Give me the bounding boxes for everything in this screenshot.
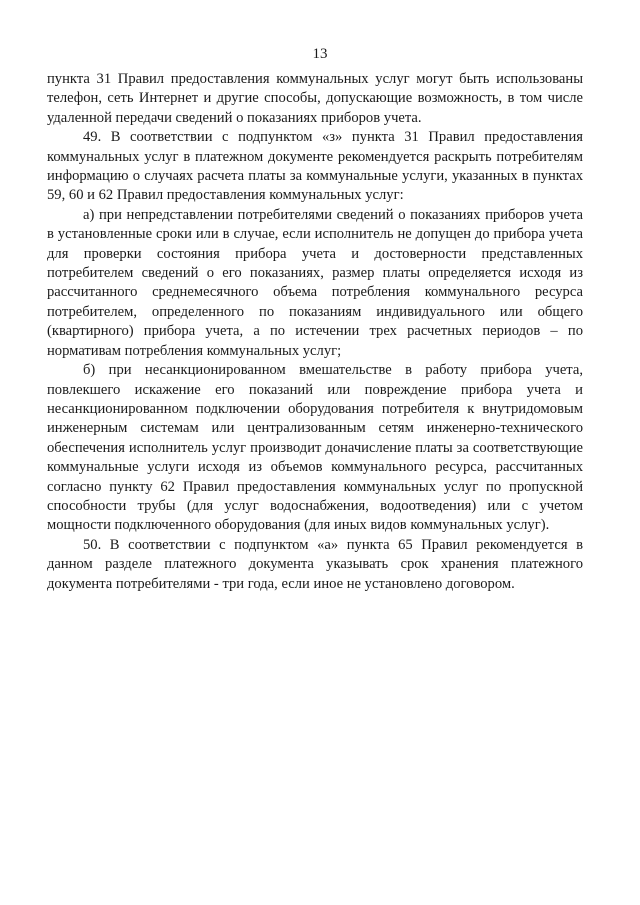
paragraph-49-a: а) при непредставлении потребителями сведений о показаниях приборов учета в установленные сроки или в случае, если исполнитель не допущен до прибора учета для проверки состояния прибора учета и достоверности представленных потребителем сведений о его показаниях, размер платы определяется исходя из рассчитанного среднемесячного объема потребления коммунального ресурса потребителем, определенного по показаниям индивидуального или общего (квартирного) прибора учета, а по истечении трех расчетных периодов – по нормативам потребления коммунальных услуг;	[47, 206, 583, 359]
paragraph-50: 50. В соответствии с подпунктом «а» пункта 65 Правил рекомендуется в данном разделе платежного документа указывать срок хранения платежного документа потребителями - три года, если иное не установлено договором.	[47, 536, 583, 592]
paragraph-49-b: б) при несанкционированном вмешательстве в работу прибора учета, повлекшего искажение его показаний или повреждение прибора учета и несанкционированном подключении оборудования потребителя к внутридомовым инженерным системам или централизованным сетям инженерно-технического обеспечения исполнитель услуг производит доначисление платы за соответствующие коммунальные услуги исходя из объемов коммунального ресурса, рассчитанных согласно пункту 62 Правил предоставления коммунальных услуг по пропускной способности трубы (для услуг водоснабжения, водоотведения) или с учетом мощности подключенного оборудования (для иных видов коммунальных услуг).	[47, 362, 583, 534]
paragraph-continuation: пункта 31 Правил предоставления коммунальных услуг могут быть использованы телефон, сеть Интернет и другие способы, допускающие возможность, в том числе удаленной передачи сведений о показаниях приборов учета.	[47, 71, 583, 126]
document-body	[47, 70, 583, 594]
page-number: 13	[312, 46, 328, 62]
paragraph-49: 49. В соответствии с подпунктом «з» пункта 31 Правил предоставления коммунальных услуг в платежном документе рекомендуется раскрыть потребителям информацию о случаях расчета платы за коммунальные услуги, указанных в пунктах 59, 60 и 62 Правил предоставления коммунальных услуг:	[47, 129, 583, 204]
